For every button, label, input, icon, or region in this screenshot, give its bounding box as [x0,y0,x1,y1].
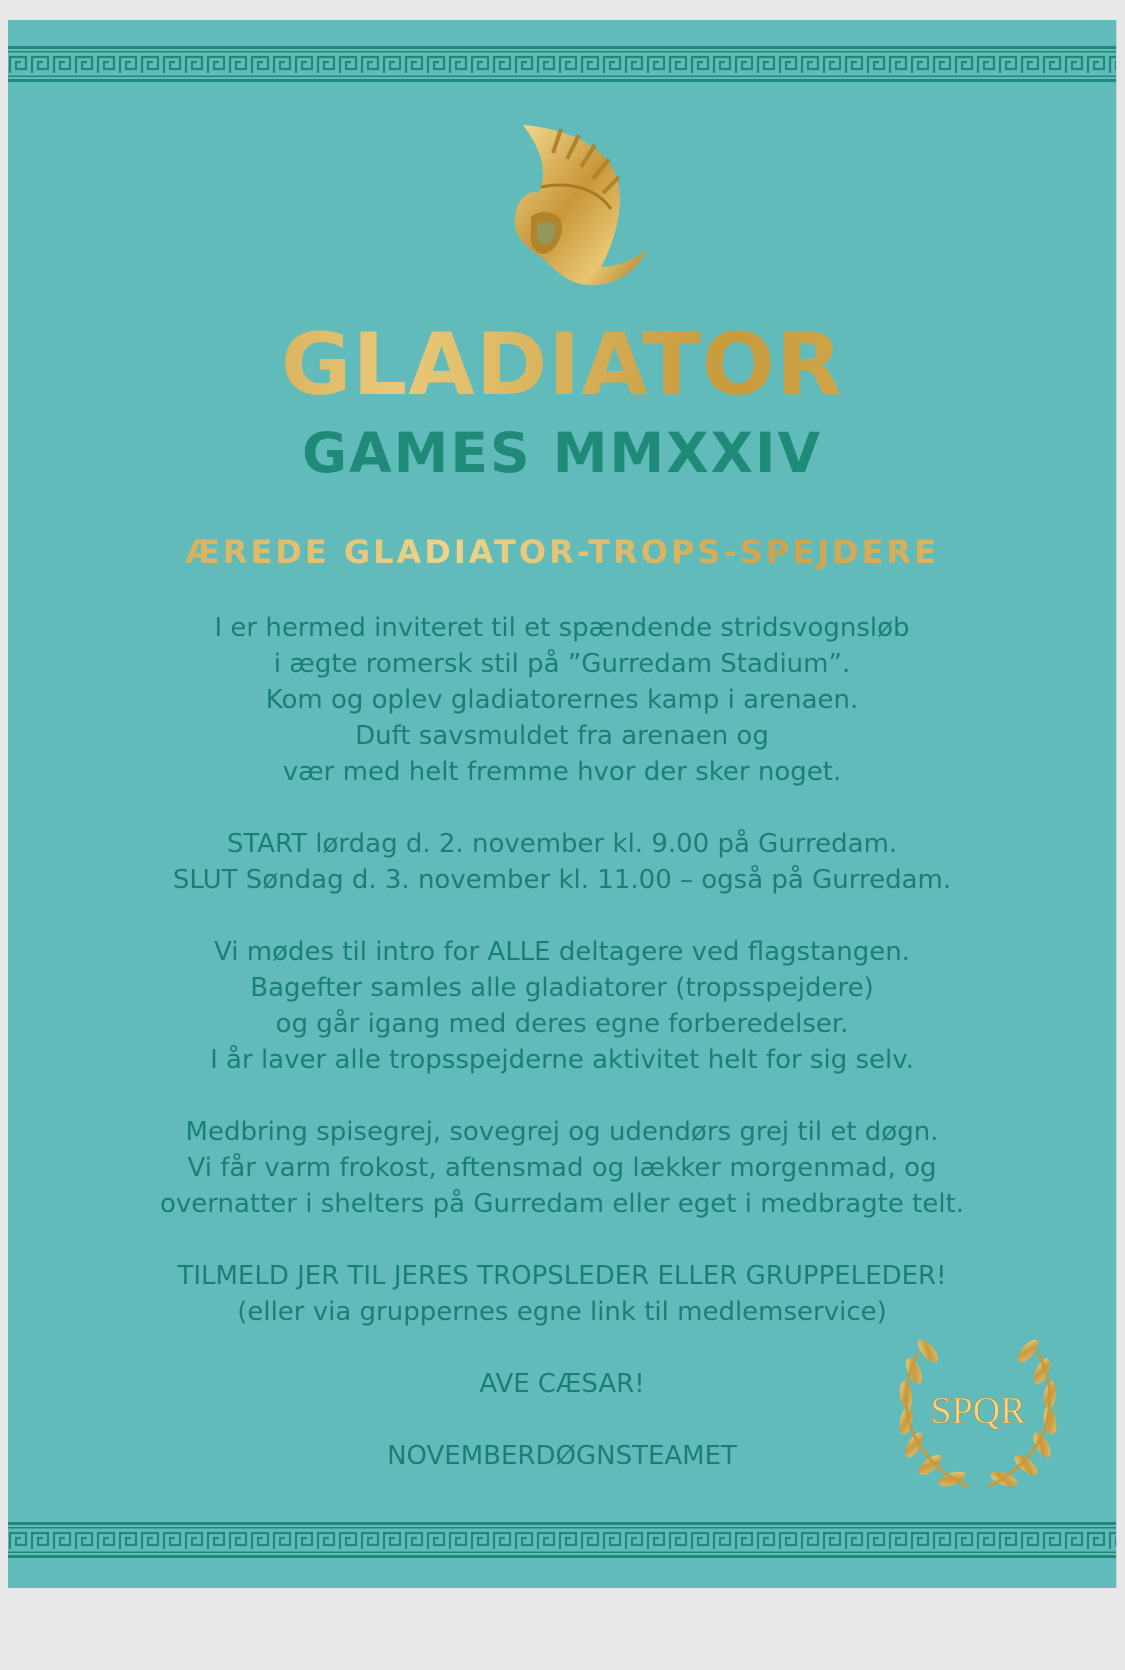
invitation-poster [8,20,1117,1588]
spqr-text: SPQR [930,1390,1026,1432]
meander-border-top [8,46,1116,82]
paragraph-packing [8,1114,1116,1222]
text-line: Vi får varm frokost, aftensmad og lækker morgenmad, og [187,1153,937,1183]
text-line: TILMELD JER TIL JERES TROPSLEDER ELLER GRUPPELEDER! [177,1261,947,1291]
paragraph-schedule [8,826,1116,898]
text-line: overnatter i shelters på Gurredam eller eget i medbragte telt. [159,1189,965,1219]
text-line: Duft savsmuldet fra arenaen og [355,721,769,751]
text-line: I år laver alle tropsspejderne aktivitet helt for sig selv. [210,1045,914,1075]
text-line: I er hermed inviteret til et spændende stridsvognsløb [214,613,910,643]
paragraph-intro [8,610,1116,790]
text-line: Bagefter samles alle gladiatorer (tropsspejdere) [250,973,874,1003]
text-line: START lørdag d. 2. november kl. 9.00 på Gurredam. [226,829,898,859]
text-line: Medbring spisegrej, sovegrej og udendørs grej til et døgn. [185,1117,939,1147]
paragraph-meeting [8,934,1116,1078]
text-line: NOVEMBERDØGNSTEAMET [387,1441,737,1471]
text-line: vær med helt fremme hvor der sker noget. [282,757,842,787]
text-line: AVE CÆSAR! [479,1369,645,1399]
text-line: i ægte romersk stil på ”Gurredam Stadium”. [273,649,851,679]
text-line: Vi mødes til intro for ALLE deltagere ved flagstangen. [214,937,910,967]
spqr-laurel-emblem [888,1323,1068,1503]
gladiator-helmet-logo [501,117,651,292]
text-line: Kom og oplev gladiatorernes kamp i arenaen. [265,685,859,715]
event-title: GLADIATOR [8,315,1116,415]
greeting-heading: ÆREDE GLADIATOR-TROPS-SPEJDERE [8,530,1116,574]
meander-border-bottom [8,1522,1116,1558]
paragraph-signup [8,1258,1116,1330]
text-line: SLUT Søndag d. 3. november kl. 11.00 – også på Gurredam. [172,865,952,895]
event-subtitle: GAMES MMXXIV [301,421,823,485]
text-line: (eller via gruppernes egne link til medlemservice) [237,1297,887,1327]
text-line: og går igang med deres egne forberedelser. [275,1009,849,1039]
